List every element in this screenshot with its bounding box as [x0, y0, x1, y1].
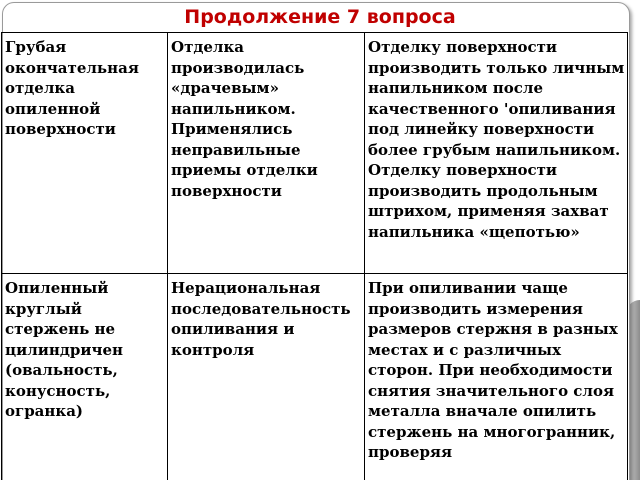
prevention-cell: При опиливании чаще производить измерения размеров стержня в разных местах и с различных сторон. При необходимости снятия значительного слоя металла вначале опилить стержень на многогранник, проверяя	[365, 274, 628, 480]
defects-table	[1, 32, 628, 480]
cause-cell: Отделка производилась «драчевым» напильником. Применялись неправильные приемы отделки поверхности	[168, 33, 365, 274]
cause-cell: Нерациональная последовательность опиливания и контроля	[168, 274, 365, 480]
table-row	[2, 274, 628, 480]
slide-title: Продолжение 7 вопроса	[184, 6, 456, 28]
prevention-cell: Отделку поверхности производить только личным напильником после качественного 'опиливания под линейку поверхности более грубым напильником. Отделку поверхности производить продольным штрихом, применяя захват напильника «щепотью»	[365, 33, 628, 274]
table-row	[2, 33, 628, 274]
defect-cell: Опиленный круглый стержень не цилиндричен (овальность, конусность, огранка)	[2, 274, 168, 480]
defect-cell: Грубая окончательная отделка опиленной поверхности	[2, 33, 168, 274]
